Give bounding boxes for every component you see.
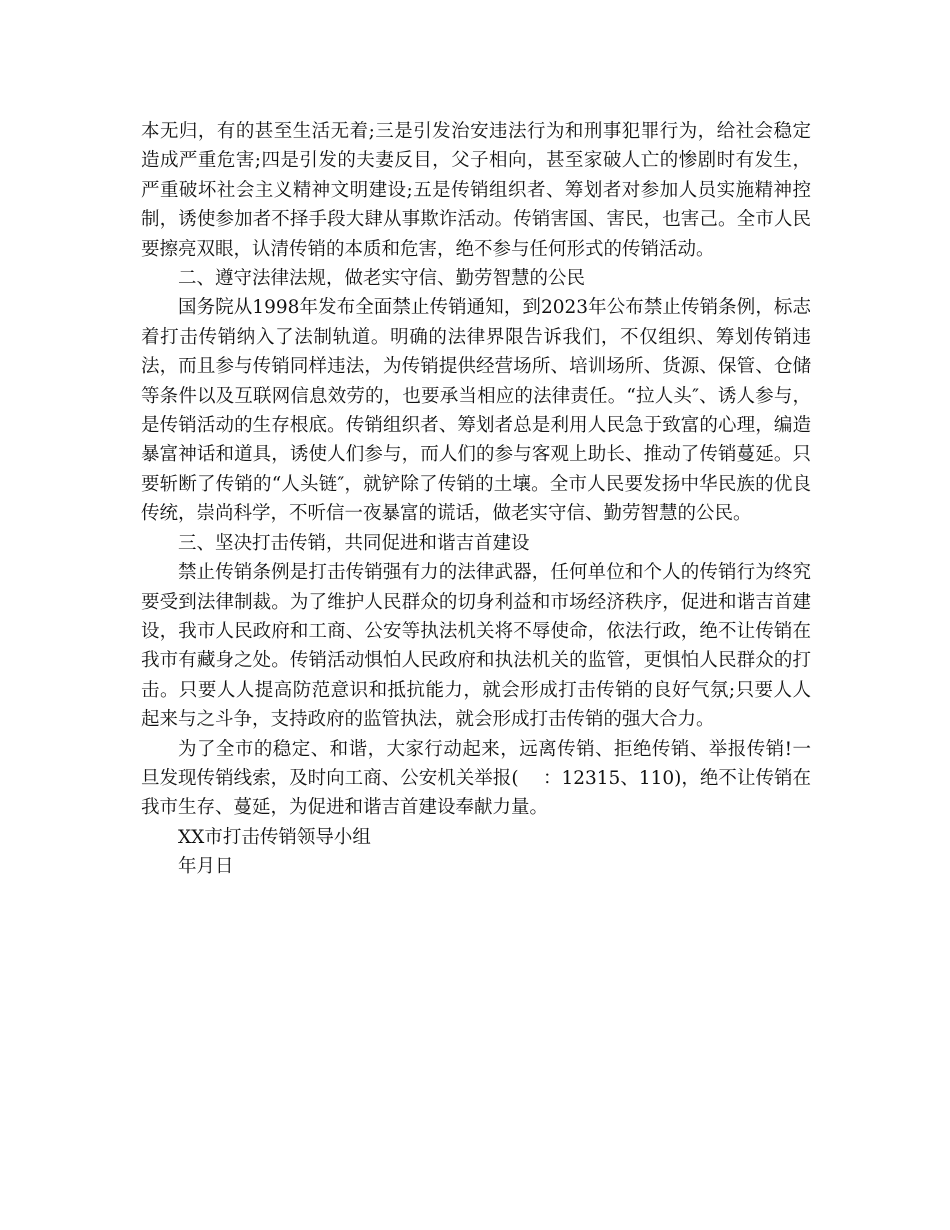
signature-line: XX市打击传销领导小组 <box>178 826 371 848</box>
section-heading-3: 三、坚决打击传销，共同促进和谐吉首建设 <box>178 532 530 554</box>
paragraph-crackdown: 禁止传销条例是打击传销强有力的法律武器，任何单位和个人的传销行为终究要受到法律制裁。为了维护人民群众的切身利益和市场经济秩序，促进和谐吉首建设，我市人民政府和工商、公安等执法机关将不辱使命，依法行政，绝不让传销在我市有藏身之处。传销活动惧怕人民政府和执法机关的监管，更惧怕人民群众的打击。只要人人提高防范意识和抵抗能力，就会形成打击传销的良好气氛;只要人人起来与之斗争，支持政府的监管执法，就会形成打击传销的强大合力。 <box>141 562 811 731</box>
paragraph-legal-compliance: 国务院从1998年发布全面禁止传销通知，到2023年公布禁止传销条例，标志着打击传销纳入了法制轨道。明确的法律界限告诉我们，不仅组织、筹划传销违法，而且参与传销同样违法，为传销提供经营场所、培训场所、货源、保管、仓储等条件以及互联网信息效劳的，也要承当相应的法律责任。“拉人头″、诱人参与，是传销活动的生存根底。传销组织者、筹划者总是利用人民急于致富的心理，编造暴富神话和道具，诱使人们参与，而人们的参与客观上助长、推动了传销蔓延。只要斩断了传销的“人头链″，就铲除了传销的土壤。全市人民要发扬中华民族的优良传统，崇尚科学，不听信一夜暴富的谎话，做老实守信、勤劳智慧的公民。 <box>141 297 811 525</box>
section-heading-2: 二、遵守法律法规，做老实守信、勤劳智慧的公民 <box>178 268 586 290</box>
paragraph-continuation: 本无归，有的甚至生活无着;三是引发治安违法行为和刑事犯罪行为，给社会稳定造成严重危害;四是引发的夫妻反目，父子相向，甚至家破人亡的惨剧时有发生，严重破坏社会主义精神文明建设;五是传销组织者、筹划者对参加人员实施精神控制，诱使参加者不择手段大肆从事欺诈活动。传销害国、害民，也害己。全市人民要擦亮双眼，认清传销的本质和危害，绝不参与任何形式的传销活动。 <box>141 121 811 260</box>
document-body <box>141 117 811 882</box>
paragraph-call-to-action: 为了全市的稳定、和谐，大家行动起来，远离传销、拒绝传销、举报传销!一旦发现传销线索，及时向工商、公安机关举报( ：12315、110)，绝不让传销在我市生存、蔓延，为促进和谐吉首建设奉献力量。 <box>141 738 811 819</box>
date-line: 年月日 <box>178 856 234 878</box>
